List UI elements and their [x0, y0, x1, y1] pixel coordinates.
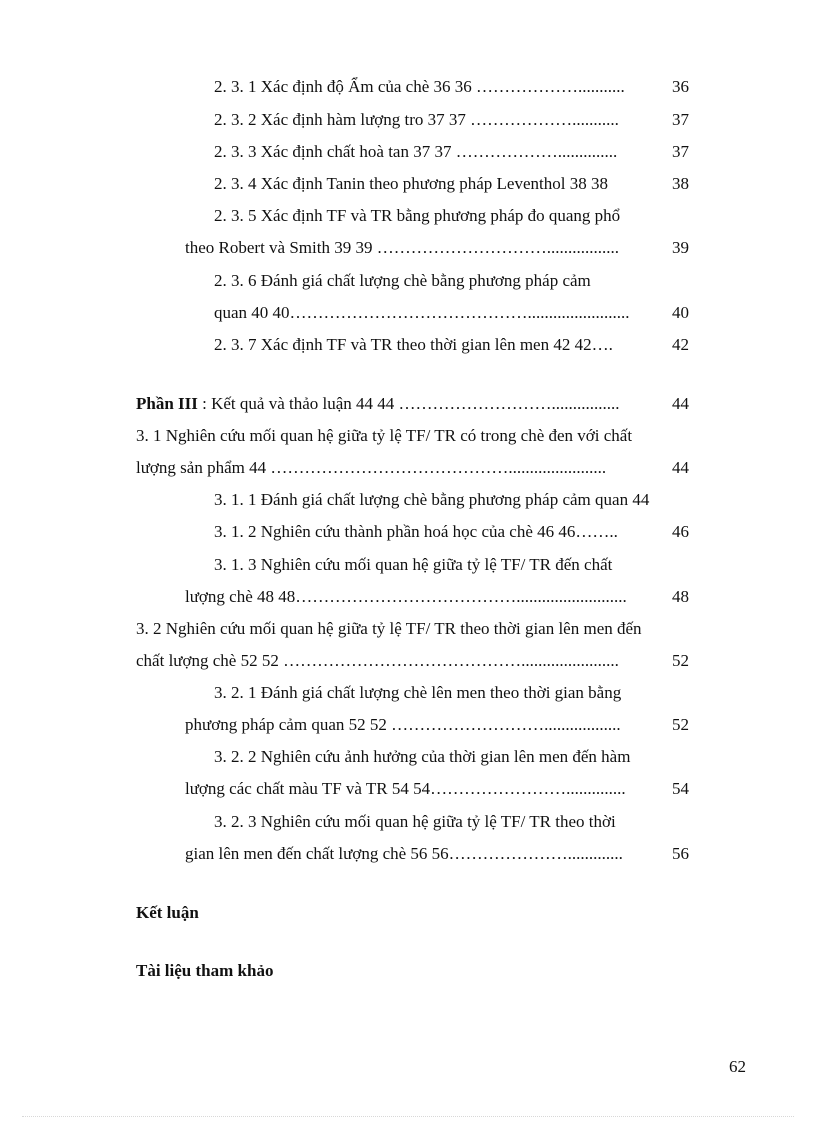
- toc-entry-3-2-line2: chất lượng chè 52 52 …………………………………….......................: [136, 651, 619, 670]
- toc-page-3-2-2: 54: [672, 779, 689, 798]
- page-number: 62: [729, 1057, 746, 1076]
- toc-page-3-2: 52: [672, 651, 689, 670]
- toc-page-3-1: 44: [672, 458, 689, 477]
- toc-entry-2-3-6-line2: quan 40 40……………………………………........................: [214, 303, 630, 322]
- toc-entry-2-3-4: 2. 3. 4 Xác định Tanin theo phương pháp Leventhol 38 38: [214, 174, 608, 193]
- toc-entry-3-1-3-line1: 3. 1. 3 Nghiên cứu mối quan hệ giữa tỷ lệ TF/ TR đến chất: [214, 555, 613, 574]
- toc-entry-3-2-1-line1: 3. 2. 1 Đánh giá chất lượng chè lên men theo thời gian bằng: [214, 683, 622, 702]
- toc-page-2-3-4: 38: [672, 174, 689, 193]
- part-heading: Phần III: [136, 394, 198, 413]
- toc-tai-lieu-tham-khao: Tài liệu tham khảo: [136, 961, 274, 980]
- toc-entry-3-2-2-line2: lượng các chất màu TF và TR 54 54……………………..............: [185, 779, 626, 798]
- toc-entry-2-3-2: 2. 3. 2 Xác định hàm lượng tro 37 37 ………………...........: [214, 110, 619, 129]
- toc-page-2-3-1: 36: [672, 77, 689, 96]
- toc-page-3-1-2: 46: [672, 522, 689, 541]
- toc-entry-2-3-1: 2. 3. 1 Xác định độ Ẩm của chè 36 36 ………………...........: [214, 77, 625, 96]
- toc-entry-2-3-3: 2. 3. 3 Xác định chất hoà tan 37 37 ………………..............: [214, 142, 618, 161]
- toc-entry-2-3-5-line1: 2. 3. 5 Xác định TF và TR bằng phương pháp đo quang phổ: [214, 206, 621, 225]
- toc-page-3-1-3: 48: [672, 587, 689, 606]
- toc-page-3-2-3: 56: [672, 844, 689, 863]
- toc-page-2-3-2: 37: [672, 110, 689, 129]
- toc-page-2-3-5: 39: [672, 238, 689, 257]
- toc-entry-2-3-7: 2. 3. 7 Xác định TF và TR theo thời gian lên men 42 42….: [214, 335, 613, 354]
- toc-entry-3-2-1-line2: phương pháp cảm quan 52 52 ………………………..................: [185, 715, 621, 734]
- toc-entry-3-1-2: 3. 1. 2 Nghiên cứu thành phần hoá học của chè 46 46……..: [214, 522, 618, 541]
- toc-entry-3-2-2-line1: 3. 2. 2 Nghiên cứu ảnh hưởng của thời gian lên men đến hàm: [214, 747, 631, 766]
- toc-page-2-3-7: 42: [672, 335, 689, 354]
- toc-entry-2-3-6-line1: 2. 3. 6 Đánh giá chất lượng chè bằng phương pháp cảm: [214, 271, 591, 290]
- toc-page-3-2-1: 52: [672, 715, 689, 734]
- toc-page-phan-iii: 44: [672, 394, 689, 413]
- toc-entry-3-1-3-line2: lượng chè 48 48…………………………………..........................: [185, 587, 627, 606]
- toc-page-2-3-3: 37: [672, 142, 689, 161]
- toc-entry-3-2-line1: 3. 2 Nghiên cứu mối quan hệ giữa tỷ lệ TF/ TR theo thời gian lên men đến: [136, 619, 642, 638]
- toc-page-2-3-6: 40: [672, 303, 689, 322]
- toc-entry-3-2-3-line1: 3. 2. 3 Nghiên cứu mối quan hệ giữa tỷ lệ TF/ TR theo thời: [214, 812, 616, 831]
- toc-entry-3-1-line2: lượng sản phẩm 44 …………………………………….......................: [136, 458, 607, 477]
- footer-divider: [22, 1116, 794, 1117]
- toc-entry-2-3-5-line2: theo Robert và Smith 39 39 ………………………….................: [185, 238, 619, 257]
- toc-entry-3-2-3-line2: gian lên men đến chất lượng chè 56 56………………….............: [185, 844, 623, 863]
- toc-ket-luan: Kết luận: [136, 903, 199, 922]
- toc-entry-3-1-1: 3. 1. 1 Đánh giá chất lượng chè bằng phương pháp cảm quan 44: [214, 490, 650, 509]
- toc-entry-3-1-line1: 3. 1 Nghiên cứu mối quan hệ giữa tỷ lệ TF/ TR có trong chè đen với chất: [136, 426, 633, 445]
- toc-entry-phan-iii: Phần III : Kết quả và thảo luận 44 44 ………………………................: [136, 394, 620, 413]
